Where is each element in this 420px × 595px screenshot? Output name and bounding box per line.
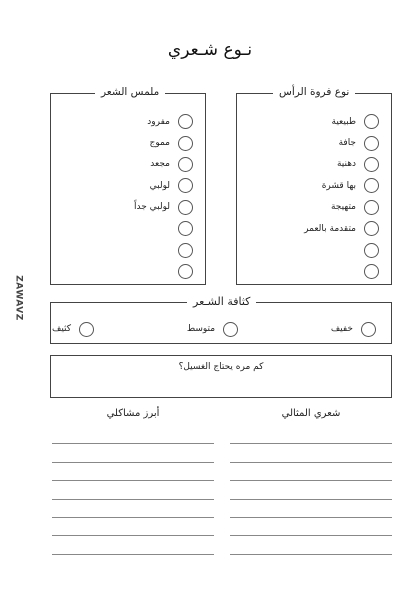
- hair-texture-heading: ملمس الشعر: [95, 86, 165, 98]
- checkbox-circle[interactable]: [178, 114, 193, 129]
- main-problems-heading: أبرز مشاكلي: [106, 408, 160, 419]
- scalp-option[interactable]: [304, 111, 379, 132]
- scalp-type-heading: نوع فروة الرأس: [273, 86, 355, 98]
- texture-option-label: مموج: [149, 138, 170, 149]
- checkbox-circle[interactable]: [178, 221, 193, 236]
- checkbox-circle[interactable]: [361, 322, 376, 337]
- checkbox-circle[interactable]: [178, 178, 193, 193]
- wash-frequency-question: كم مره يحتاج الغسيل؟: [178, 362, 264, 372]
- scalp-option-label: متهيجة: [330, 202, 356, 213]
- writing-line[interactable]: [230, 426, 392, 444]
- density-option-label: متوسط: [186, 324, 216, 334]
- checkbox-circle[interactable]: [364, 157, 379, 172]
- checkbox-circle[interactable]: [364, 221, 379, 236]
- density-options: [52, 318, 376, 340]
- brand-logo: [6, 268, 32, 328]
- scalp-option[interactable]: [304, 218, 379, 239]
- scalp-option[interactable]: [304, 261, 379, 282]
- texture-option[interactable]: [134, 111, 193, 132]
- writing-line[interactable]: [52, 518, 214, 536]
- writing-line[interactable]: [52, 426, 214, 444]
- checkbox-circle[interactable]: [178, 243, 193, 258]
- brand-text: ZAWAVZ: [14, 275, 24, 321]
- density-option[interactable]: [187, 322, 238, 337]
- texture-option-label: لولبي جداً: [134, 202, 170, 213]
- page-title: نـوع شـعري: [167, 40, 253, 60]
- checkbox-circle[interactable]: [364, 114, 379, 129]
- texture-option-label: مجعد: [150, 159, 170, 170]
- main-problems-lines[interactable]: [52, 426, 214, 555]
- ideal-hair-heading: شعري المثالي: [281, 408, 341, 419]
- writing-line[interactable]: [52, 481, 214, 499]
- checkbox-circle[interactable]: [364, 136, 379, 151]
- density-option[interactable]: [331, 322, 376, 337]
- checkbox-circle[interactable]: [364, 264, 379, 279]
- hair-density-heading: كثافة الشـعر: [187, 295, 256, 308]
- texture-option[interactable]: [134, 239, 193, 260]
- texture-option[interactable]: [134, 175, 193, 196]
- checkbox-circle[interactable]: [178, 264, 193, 279]
- checkbox-circle[interactable]: [364, 200, 379, 215]
- checkbox-circle[interactable]: [223, 322, 238, 337]
- checkbox-circle[interactable]: [178, 157, 193, 172]
- texture-option[interactable]: [134, 197, 193, 218]
- ideal-hair-lines[interactable]: [230, 426, 392, 555]
- scalp-option-label: متقدمة بالعمر: [304, 223, 356, 234]
- writing-line[interactable]: [52, 500, 214, 518]
- scalp-option-label: جافة: [338, 138, 356, 149]
- texture-option-label: لولبي: [149, 180, 170, 191]
- scalp-option[interactable]: [304, 239, 379, 260]
- density-option[interactable]: [52, 322, 94, 337]
- scalp-option[interactable]: [304, 197, 379, 218]
- scalp-option[interactable]: [304, 175, 379, 196]
- texture-option[interactable]: [134, 154, 193, 175]
- texture-option[interactable]: [134, 261, 193, 282]
- texture-option[interactable]: [134, 132, 193, 153]
- wash-frequency-box[interactable]: [50, 355, 392, 398]
- checkbox-circle[interactable]: [178, 136, 193, 151]
- scalp-type-box: [236, 86, 392, 285]
- scalp-option-label: دهنية: [336, 159, 356, 170]
- texture-option[interactable]: [134, 218, 193, 239]
- hair-texture-box: [50, 86, 206, 285]
- writing-line[interactable]: [230, 444, 392, 462]
- texture-option-label: مفرود: [147, 116, 170, 127]
- writing-line[interactable]: [52, 444, 214, 462]
- scalp-option-label: بها قشرة: [321, 180, 356, 191]
- density-option-label: كثيف: [52, 324, 72, 334]
- writing-line[interactable]: [230, 481, 392, 499]
- checkbox-circle[interactable]: [364, 178, 379, 193]
- writing-line[interactable]: [230, 518, 392, 536]
- scalp-option-label: طبيعية: [331, 116, 356, 127]
- writing-line[interactable]: [230, 463, 392, 481]
- writing-line[interactable]: [230, 536, 392, 554]
- checkbox-circle[interactable]: [79, 322, 94, 337]
- checkbox-circle[interactable]: [364, 243, 379, 258]
- scalp-option[interactable]: [304, 154, 379, 175]
- checkbox-circle[interactable]: [178, 200, 193, 215]
- density-option-label: خفيف: [330, 324, 353, 334]
- writing-line[interactable]: [52, 536, 214, 554]
- writing-line[interactable]: [230, 500, 392, 518]
- writing-line[interactable]: [52, 463, 214, 481]
- scalp-option[interactable]: [304, 132, 379, 153]
